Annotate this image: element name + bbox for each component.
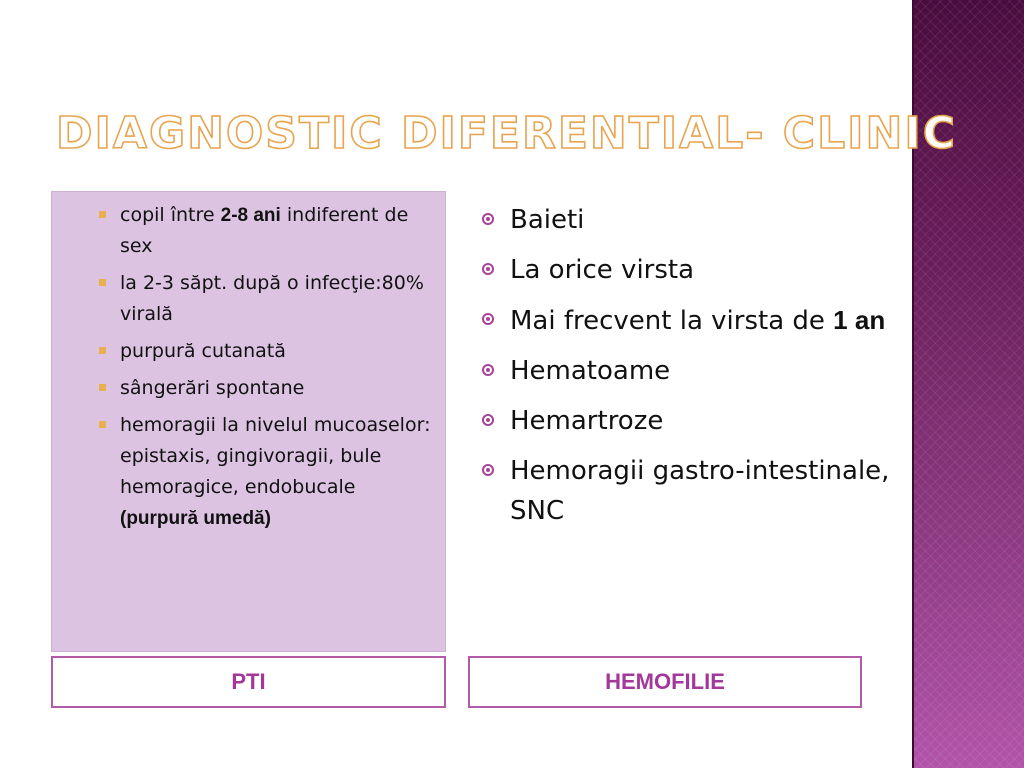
circle-dot-bullet-icon [482, 263, 494, 275]
pti-item-text: purpură cutanată [120, 340, 286, 362]
pti-item-emphasis: (purpură umedă) [120, 508, 271, 529]
square-bullet-icon [99, 279, 106, 286]
hemofilie-list-item [480, 401, 890, 441]
pti-list-item [68, 373, 438, 404]
pti-item-text: la 2-3 săpt. după o infecţie:80% virală [120, 272, 424, 325]
square-bullet-icon [99, 347, 106, 354]
pti-item-age-emphasis: 2-8 ani [220, 205, 281, 226]
pti-list-item [68, 410, 438, 534]
pti-item-text [120, 414, 430, 529]
hemofilie-item-age-emphasis: 1 an [833, 305, 886, 335]
square-bullet-icon [99, 211, 106, 218]
circle-dot-bullet-icon [482, 313, 494, 325]
pti-item-text-part: indiferent de sex [120, 204, 409, 257]
hemofilie-item-text: La orice virsta [510, 255, 695, 285]
circle-dot-bullet-icon [482, 464, 494, 476]
hemofilie-item-text-part: Mai frecvent la virsta de [510, 306, 834, 336]
hemofilie-item-text: Hemartroze [510, 406, 664, 436]
slide-title: DIAGNOSTIC DIFERENTIAL- CLINIC [56, 108, 957, 159]
hemofilie-list-item [480, 451, 890, 531]
hemofilie-item-text: Baieti [510, 205, 585, 235]
pti-item-text: sângerări spontane [120, 377, 305, 399]
hemofilie-list [480, 200, 890, 541]
pti-list-item [68, 336, 438, 367]
pti-list [68, 200, 438, 540]
pti-item-text-part: copil între [120, 204, 221, 226]
hemofilie-list-item [480, 200, 890, 240]
pti-label [51, 656, 446, 708]
circle-dot-bullet-icon [482, 414, 494, 426]
pti-label-text: PTI [231, 669, 266, 694]
hemofilie-list-item [480, 250, 890, 290]
hemofilie-label-text: HEMOFILIE [605, 669, 725, 694]
hemofilie-label [468, 656, 862, 708]
hemofilie-list-item [480, 351, 890, 391]
circle-dot-bullet-icon [482, 364, 494, 376]
square-bullet-icon [99, 384, 106, 391]
hemofilie-item-text: Hemoragii gastro-intestinale, SNC [510, 456, 890, 526]
pti-list-item [68, 268, 438, 330]
circle-dot-bullet-icon [482, 213, 494, 225]
square-bullet-icon [99, 421, 106, 428]
hemofilie-list-item [480, 300, 890, 341]
hemofilie-item-text: Hematoame [510, 356, 671, 386]
pti-list-item [68, 200, 438, 262]
hemofilie-item-text [510, 306, 885, 336]
pti-item-text [120, 204, 408, 257]
pti-item-text-part: hemoragii la nivelul mucoaselor: epistaxis, gingivoragii, bule hemoragice, endobucale [120, 414, 431, 498]
